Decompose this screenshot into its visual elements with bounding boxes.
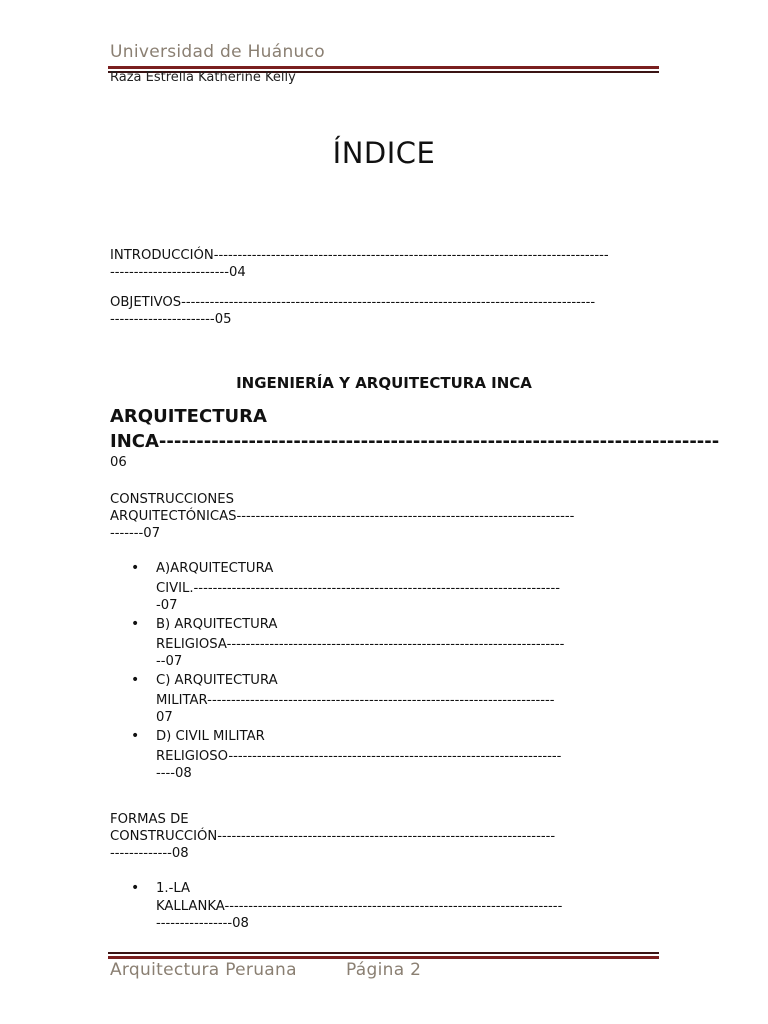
toc-entry-page: -------------------------04 (110, 265, 246, 280)
page-number: Página 2 (346, 960, 422, 980)
toc-entry-page: -------07 (110, 526, 161, 541)
list-item (110, 672, 658, 726)
toc-entry-text: A)ARQUITECTURA (156, 561, 274, 576)
toc-entry-text: FORMAS DE (110, 812, 189, 827)
toc-entry-text: D) CIVIL MILITAR (156, 729, 265, 744)
bullet-icon: • (131, 560, 140, 576)
page-title: ÍNDICE (332, 136, 436, 170)
list-item (110, 880, 658, 932)
toc-entry-text: B) ARQUITECTURA (156, 617, 278, 632)
toc-entry-objetivos (110, 294, 658, 328)
toc-entry-arquitectura-inca (110, 404, 720, 471)
toc-entry-page: ----------------------05 (110, 312, 232, 327)
toc-entry-text: ARQUITECTURA (110, 406, 267, 427)
bullet-icon: • (131, 728, 140, 744)
list-item (110, 728, 658, 782)
toc-entry-text: OBJETIVOS--------------------------------------------------------------------------------------- (110, 295, 596, 310)
toc-entry-page: -------------08 (110, 846, 189, 861)
bullet-icon: • (131, 672, 140, 688)
toc-entry-page: ----------------08 (156, 916, 249, 931)
toc-entry-text: MILITAR------------------------------------------------------------------------- (156, 693, 555, 708)
author-name: Raza Estrella Katherine Kelly (110, 70, 296, 85)
toc-sublist-arquitectura (110, 560, 658, 782)
toc-entry-text: RELIGIOSA----------------------------------------------------------------------- (156, 637, 565, 652)
toc-entry-text: CONSTRUCCIONES (110, 492, 234, 507)
footer-rule (108, 952, 659, 959)
toc-entry-text: C) ARQUITECTURA (156, 673, 278, 688)
toc-entry-page: --07 (156, 654, 183, 669)
toc-entry-text: CIVIL.----------------------------------------------------------------------------- (156, 581, 560, 596)
page-footer (110, 960, 422, 980)
list-item (110, 616, 658, 670)
toc-entry-text: KALLANKA----------------------------------------------------------------------- (156, 899, 563, 914)
bullet-icon: • (131, 616, 140, 632)
toc-entry-page: ----08 (156, 766, 192, 781)
toc-entry-introduccion (110, 247, 658, 281)
toc-entry-page: 07 (156, 710, 173, 725)
toc-entry-text: INCA--------------------------------------------------------------------------- (110, 431, 720, 452)
toc-sublist-formas (110, 880, 658, 932)
toc-entry-text: ARQUITECTÓNICAS----------------------------------------------------------------------- (110, 509, 575, 524)
toc-entry-formas (110, 811, 658, 862)
toc-entry-text: INTRODUCCIÓN----------------------------------------------------------------------------------- (110, 248, 609, 263)
toc-entry-text: CONSTRUCCIÓN----------------------------------------------------------------------- (110, 829, 556, 844)
footer-title: Arquitectura Peruana (110, 960, 297, 980)
university-name: Universidad de Huánuco (110, 42, 325, 62)
bullet-icon: • (131, 880, 140, 896)
section-title: INGENIERÍA Y ARQUITECTURA INCA (236, 374, 532, 392)
list-item (110, 560, 658, 614)
toc-entry-text: 1.-LA (156, 881, 191, 896)
toc-entry-page: 06 (110, 455, 127, 470)
toc-entry-construcciones (110, 491, 658, 542)
toc-entry-page: -07 (156, 598, 178, 613)
toc-entry-text: RELIGIOSO---------------------------------------------------------------------- (156, 749, 562, 764)
